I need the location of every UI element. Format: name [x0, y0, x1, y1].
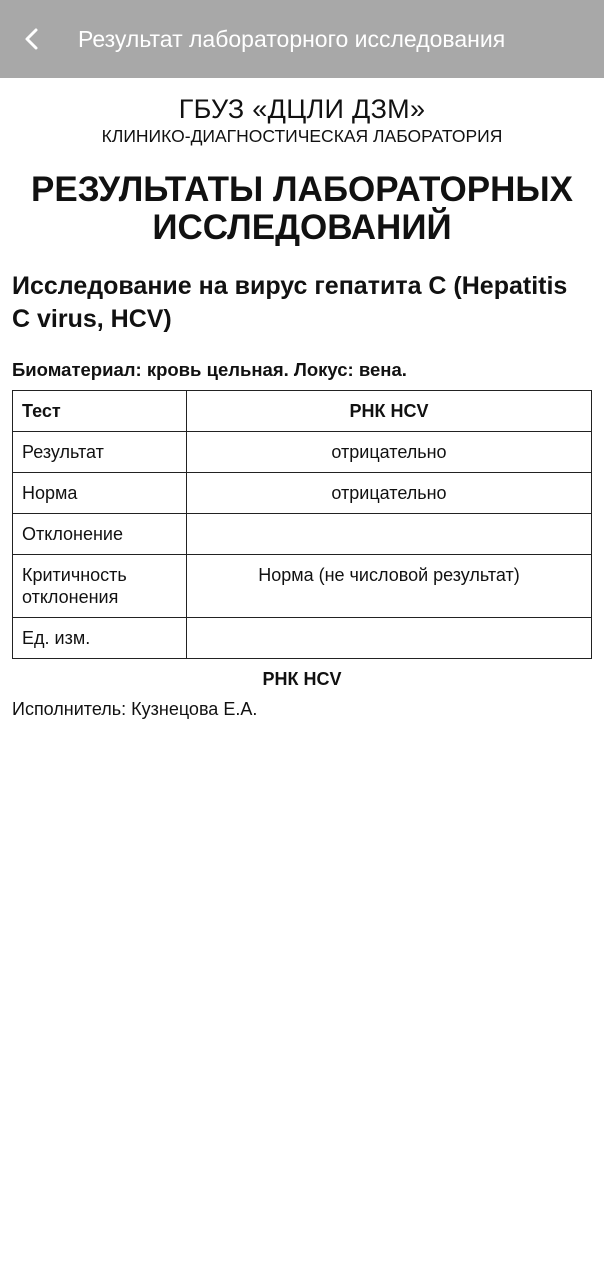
app-bar-title: Результат лабораторного исследования — [78, 26, 506, 52]
row-value: отрицательно — [187, 432, 592, 473]
row-label: Норма — [13, 473, 187, 514]
row-label: Отклонение — [13, 514, 187, 555]
row-value: отрицательно — [187, 473, 592, 514]
biomaterial-info: Биоматериал: кровь цельная. Локус: вена. — [12, 359, 407, 380]
table-row — [13, 618, 592, 659]
document-title: РЕЗУЛЬТАТЫ ЛАБОРАТОРНЫХ ИССЛЕДОВАНИЙ — [31, 170, 573, 247]
table-caption: РНК HCV — [262, 669, 342, 689]
table-header-value: РНК HCV — [187, 391, 592, 432]
table-header-row — [13, 391, 592, 432]
org-subtitle: КЛИНИКО-ДИАГНОСТИЧЕСКАЯ ЛАБОРАТОРИЯ — [101, 126, 503, 146]
chevron-left-icon — [20, 27, 44, 51]
table-row — [13, 555, 592, 618]
row-value — [187, 514, 592, 555]
executor-info: Исполнитель: Кузнецова Е.А. — [12, 699, 258, 719]
row-value — [187, 618, 592, 659]
report-content — [12, 78, 592, 720]
org-name: ГБУЗ «ДЦЛИ ДЗМ» — [178, 94, 426, 124]
row-value: Норма (не числовой результат) — [187, 555, 592, 618]
row-label: Результат — [13, 432, 187, 473]
results-table — [12, 390, 592, 659]
back-button[interactable] — [10, 17, 54, 61]
table-row — [13, 432, 592, 473]
table-header-label: Тест — [13, 391, 187, 432]
table-row — [13, 473, 592, 514]
app-bar — [0, 0, 604, 78]
row-label: Критичность отклонения — [13, 555, 187, 618]
table-row — [13, 514, 592, 555]
row-label: Ед. изм. — [13, 618, 187, 659]
study-title: Исследование на вирус гепатита С (Hepatitis C virus, HCV) — [12, 272, 568, 333]
